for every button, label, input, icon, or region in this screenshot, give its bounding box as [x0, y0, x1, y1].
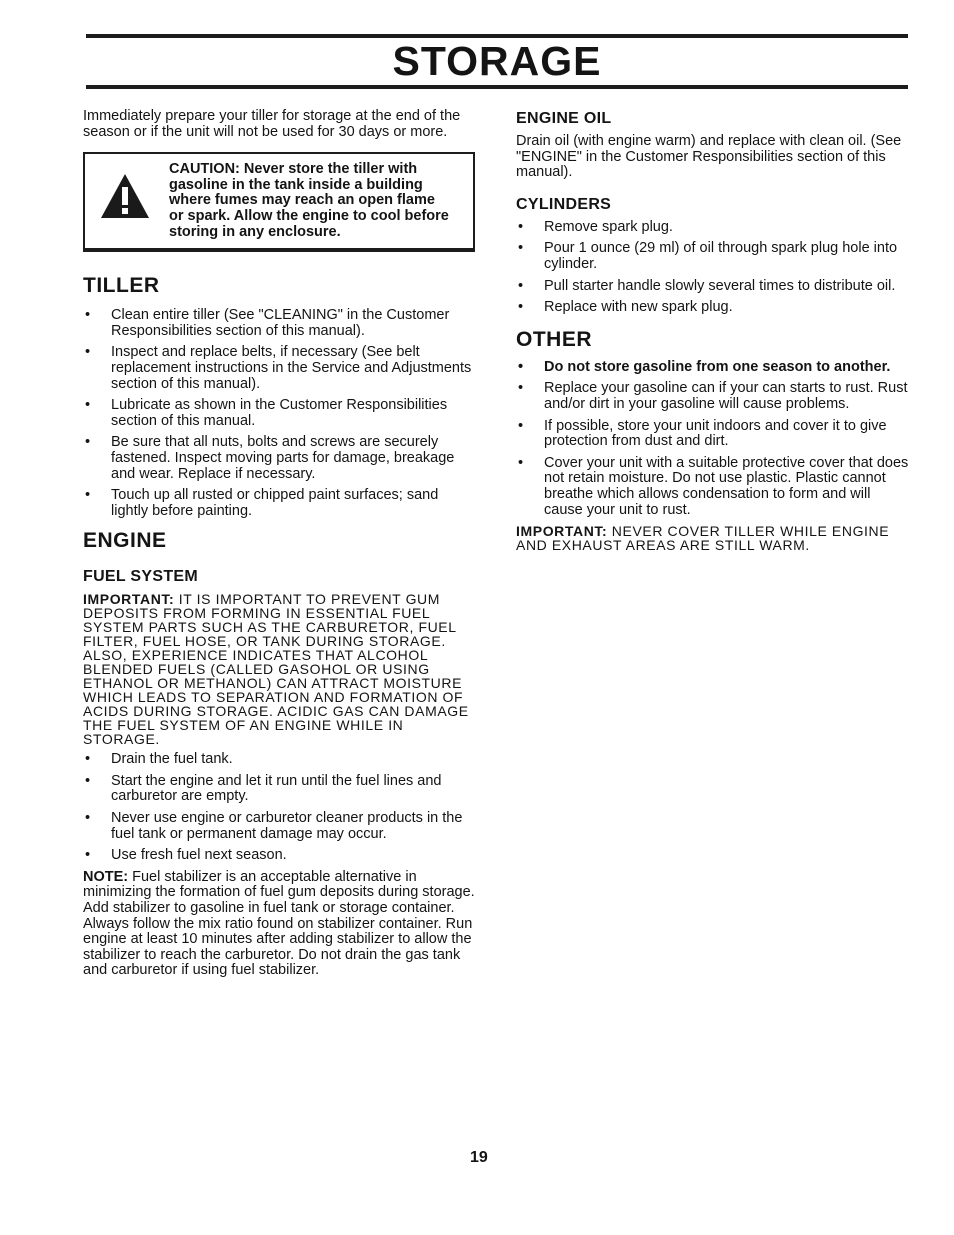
list-item: • Replace your gasoline can if your can starts to rust. Rust and/or dirt in your gasoline will cause problems. — [518, 380, 908, 412]
other-important-paragraph: IMPORTANT: NEVER COVER TILLER WHILE ENGINE AND EXHAUST AREAS ARE STILL WARM. — [516, 523, 890, 554]
list-item: • If possible, store your unit indoors and cover it to give protection from dust and dirt. — [518, 417, 887, 450]
page-number: 19 — [470, 1149, 488, 1166]
cylinders-list — [516, 220, 910, 316]
other-list — [516, 360, 910, 518]
caution-box — [83, 152, 475, 252]
list-item: • Cover your unit with a suitable protective cover that does not retain moisture. Do not use plastic. Plastic cannot breathe which allows condensation to form and will cause your unit to rust. — [518, 454, 909, 518]
list-item: • Drain the fuel tank. — [85, 751, 233, 768]
intro-paragraph: Immediately prepare your tiller for storage at the end of the season or if the unit will not be used for 30 days or more. — [83, 108, 461, 140]
warning-triangle-icon — [99, 172, 151, 220]
list-item: • Remove spark plug. — [518, 218, 673, 235]
list-item: • Touch up all rusted or chipped paint surfaces; sand lightly before painting. — [85, 487, 439, 519]
tiller-list — [83, 308, 475, 519]
list-item: • Clean entire tiller (See "CLEANING" in the Customer Responsibilities section of this manual). — [85, 307, 450, 339]
fuel-system-list — [83, 752, 475, 864]
fuel-important-paragraph: IMPORTANT: IT IS IMPORTANT TO PREVENT GUM DEPOSITS FROM FORMING IN ESSENTIAL FUEL SYSTEM PARTS SUCH AS THE CARBURETOR, FUEL FILTER, FUEL HOSE, OR TANK DURING STORAGE. ALSO, EXPERIENCE INDICATES THAT ALCOHOL BLENDED FUELS (CALLED GASOHOL OR USING ETHANOL OR METHANOL) CAN ATTRACT MOISTURE WHICH LEADS TO SEPARATION AND FORMATION OF ACIDS DURING STORAGE. ACIDIC GAS CAN DAMAGE THE FUEL SYSTEM OF AN ENGINE WHILE IN STORAGE. — [83, 591, 469, 748]
list-item: • Never use engine or carburetor cleaner products in the fuel tank or permanent damage may occur. — [85, 810, 463, 842]
engine-oil-paragraph: Drain oil (with engine warm) and replace with clean oil. (See "ENGINE" in the Customer Responsibilities section of this manual). — [516, 133, 902, 181]
engine-heading: ENGINE — [83, 529, 167, 553]
header-rule-bottom — [86, 85, 908, 89]
caution-text: CAUTION: Never store the tiller with gasoline in the tank inside a building where fumes may reach an open flame or spark. Allow the engine to cool before storing in any enclosure. — [169, 161, 449, 240]
list-item: • Lubricate as shown in the Customer Responsibilities section of this manual. — [85, 397, 448, 429]
engine-oil-heading: ENGINE OIL — [516, 110, 612, 127]
cylinders-heading: CYLINDERS — [516, 195, 612, 213]
page-title: STORAGE — [392, 38, 602, 84]
list-item: • Be sure that all nuts, bolts and screws are securely fastened. Inspect moving parts for damage, breakage and wear. Replace if necessary. — [85, 434, 455, 482]
list-item: • Start the engine and let it run until the fuel lines and carburetor are empty. — [85, 772, 442, 805]
fuel-note-paragraph: NOTE: Fuel stabilizer is an acceptable alternative in minimizing the formation of fuel gum deposits during storage. Add stabilizer to gasoline in fuel tank or storage container. Always follow the mix ratio found on stabilizer container. Run engine at least 10 minutes after adding stabilizer to allow the stabilizer to reach the carburetor. Do not drain the gas tank and carburetor if using fuel stabilizer. — [83, 868, 475, 979]
right-column — [516, 109, 910, 552]
list-item: • Inspect and replace belts, if necessary (See belt replacement instructions in the Service and Adjustments section of this manual). — [85, 344, 472, 392]
list-item: • Do not store gasoline from one season to another. — [518, 358, 891, 375]
list-item: • Pull starter handle slowly several times to distribute oil. — [518, 277, 896, 294]
tiller-heading: TILLER — [83, 274, 160, 298]
list-item: • Use fresh fuel next season. — [85, 847, 287, 864]
other-heading: OTHER — [516, 327, 592, 351]
fuel-system-heading: FUEL SYSTEM — [83, 568, 199, 586]
left-column — [83, 109, 475, 979]
list-item: • Pour 1 ounce (29 ml) of oil through spark plug hole into cylinder. — [518, 240, 898, 272]
list-item: • Replace with new spark plug. — [518, 299, 733, 316]
